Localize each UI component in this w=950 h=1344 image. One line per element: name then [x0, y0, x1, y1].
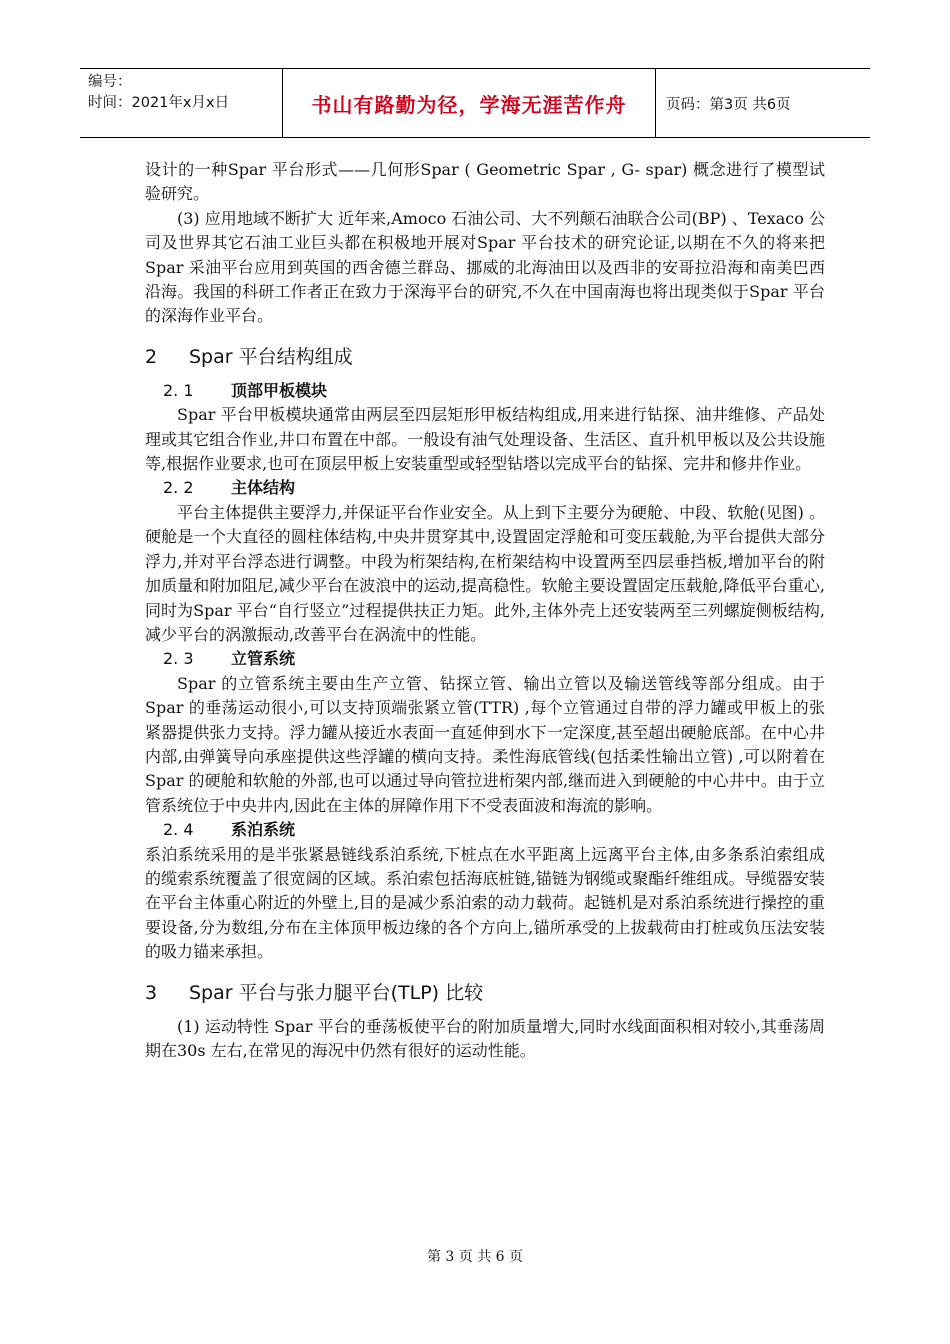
time-label: 时间：2021年x月x日 — [88, 95, 230, 111]
page-footer: 第 3 页 共 6 页 — [426, 1249, 524, 1265]
paragraph: (1) 运动特性 Spar 平台的垂荡板使平台的附加质量增大,同时水线面面积相对较小,其垂荡周期在30s 左右,在常见的海况中仍然有很好的运动性能。 — [145, 1016, 825, 1060]
page-header — [80, 68, 870, 138]
section-title: Spar 平台与张力腿平台(TLP) 比较 — [189, 981, 484, 1004]
subsection-number: 2. 1 — [163, 380, 194, 400]
subsection-title: 顶部甲板模块 — [231, 380, 328, 400]
section-number: 2 — [145, 345, 158, 368]
paragraph: 平台主体提供主要浮力,并保证平台作业安全。从上到下主要分为硬舱、中段、软舱(见图) 。硬舱是一个大直径的圆柱体结构,中央井贯穿其中,设置固定浮舱和可变压载舱,为平台提供大部分浮力,并对平台浮态进行调整。中段为桁架结构,在桁架结构中设置两至四层垂挡板,增加平台的附加质量和附加阻尼,减少平台在波浪中的运动,提高稳性。软舱主要设置固定压载舱,降低平台重心,同时为Spar 平台“自行竖立”过程提供扶正力矩。此外,主体外壳上还安装两至三列螺旋侧板结构,减少平台的涡激振动,改善平台在涡流中的性能。 — [145, 502, 825, 644]
paragraph: Spar 的立管系统主要由生产立管、钻探立管、输出立管以及输送管线等部分组成。由于Spar 的垂荡运动很小,可以支持顶端张紧立管(TTR) ,每个立管通过自带的浮力罐或甲板上的张紧器提供张力支持。浮力罐从接近水表面一直延伸到水下一定深度,甚至超出硬舱底部。在中心井内部,由弹簧导向承座提供这些浮罐的横向支持。柔性海底管线(包括柔性输出立管) ,可以附着在Spar 的硬舱和软舱的外部,也可以通过导向管拉进桁架内部,继而进入到硬舱的中心井中。由于立管系统位于中央井内,因此在主体的屏障作用下不受表面波和海流的影响。 — [145, 673, 825, 815]
subsection-number: 2. 3 — [163, 649, 194, 669]
section-heading-3 — [145, 981, 825, 1005]
header-page-number: 页码：第3页 共6页 — [666, 96, 791, 113]
section-title: Spar 平台结构组成 — [189, 345, 353, 368]
document-body — [145, 158, 825, 1063]
paragraph: (3) 应用地域不断扩大 近年来,Amoco 石油公司、大不列颠石油联合公司(BP) 、Texaco 公司及世界其它石油工业巨头都在积极地开展对Spar 平台技术的研究论证,以期在不久的将来把Spar 采油平台应用到英国的西舍德兰群岛、挪威的北海油田以及西非的安哥拉沿海和南美巴西沿海。我国的科研工作者正在致力于深海平台的研究,不久在中国南海也将出现类似于Spar 平台的深海作业平台。 — [145, 208, 825, 326]
paragraph: 设计的一种Spar 平台形式——几何形Spar ( Geometric Spar , G- spar) 概念进行了模型试验研究。 — [145, 160, 825, 204]
paragraph: Spar 平台甲板模块通常由两层至四层矩形甲板结构组成,用来进行钻探、油井维修、产品处理或其它组合作业,井口布置在中部。一般设有油气处理设备、生活区、直升机甲板以及公共设施等,根据作业要求,也可在顶层甲板上安装重型或轻型钻塔以完成平台的钻探、完井和修井作业。 — [145, 405, 825, 474]
subsection-title: 系泊系统 — [231, 820, 296, 840]
subsection-number: 2. 2 — [163, 478, 194, 498]
subsection-heading-2-1 — [145, 379, 825, 403]
subsection-title: 立管系统 — [231, 649, 296, 669]
subsection-heading-2-3 — [145, 647, 825, 671]
section-number: 3 — [145, 981, 158, 1004]
subsection-heading-2-4 — [145, 818, 825, 842]
subsection-number: 2. 4 — [163, 820, 194, 840]
section-heading-2 — [145, 345, 825, 369]
serial-label: 编号： — [88, 74, 132, 90]
header-motto: 书山有路勤为径，学海无涯苦作舟 — [283, 69, 656, 137]
subsection-heading-2-2 — [145, 476, 825, 500]
subsection-title: 主体结构 — [231, 478, 296, 498]
header-meta — [80, 69, 283, 137]
paragraph: 系泊系统采用的是半张紧悬链线系泊系统,下桩点在水平距离上远离平台主体,由多条系泊索组成的缆索系统覆盖了很宽阔的区域。系泊索包括海底桩链,锚链为钢缆或聚酯纤维组成。导缆器安装在平台主体重心附近的外壁上,目的是减少系泊索的动力载荷。起链机是对系泊系统进行操控的重要设备,分为数组,分布在主体顶甲板边缘的各个方向上,锚所承受的上拔载荷由打桩或负压法安装的吸力锚来承担。 — [145, 844, 825, 962]
